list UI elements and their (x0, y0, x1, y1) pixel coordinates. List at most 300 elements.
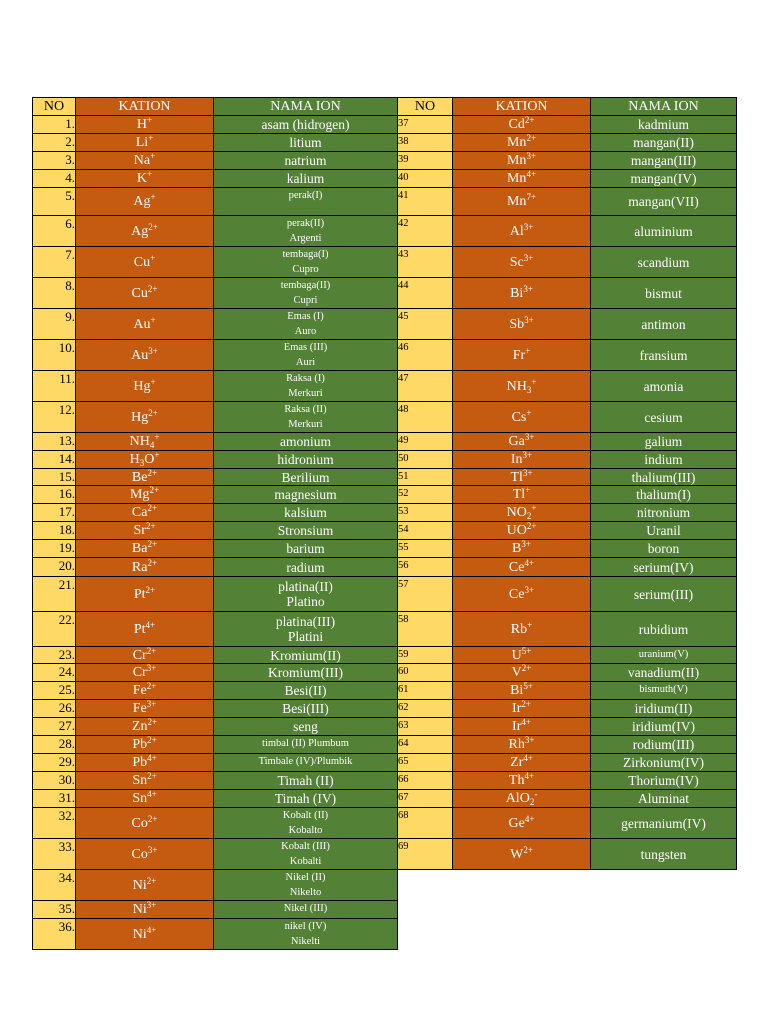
kation-symbol: U (511, 647, 522, 663)
header-kation: KATION (453, 98, 591, 116)
table-row (33, 839, 737, 870)
nama-ion-line: magnesium (274, 487, 337, 502)
nama-ion-line: Aluminat (638, 791, 689, 806)
row-number: 11. (33, 371, 76, 402)
nama-ion-cell (214, 504, 398, 522)
kation-symbol: In (510, 452, 523, 467)
kation-symbol: Pt (133, 586, 146, 602)
nama-ion-line: Timbale (IV)/Plumbik (258, 756, 353, 767)
kation-cell (76, 754, 214, 772)
kation-cell (76, 486, 214, 504)
row-number: 62 (398, 700, 453, 718)
kation-symbol: Sr (133, 523, 146, 538)
table-row (33, 682, 737, 700)
kation-charge: + (147, 115, 153, 125)
kation-symbol: H (136, 117, 148, 132)
nama-ion-line: fransium (639, 347, 688, 363)
nama-ion-cell (214, 754, 398, 772)
kation-charge: 5+ (521, 646, 532, 656)
nama-ion-line: Platini (287, 629, 324, 644)
kation-symbol: Ga (508, 434, 525, 449)
nama-ion-cell (591, 309, 737, 340)
nama-ion-cell (591, 682, 737, 700)
kation-symbol: Tl (510, 469, 523, 485)
kation-cell (76, 901, 214, 919)
kation-cell (76, 647, 214, 664)
nama-ion-cell (214, 700, 398, 718)
kation-charge: + (531, 376, 537, 387)
kation-cell (453, 718, 591, 736)
nama-ion-cell (591, 839, 737, 870)
row-number: 19. (33, 540, 76, 558)
nama-ion-line: Nikel (II) (285, 872, 326, 883)
nama-ion-line: Besi(III) (282, 701, 329, 716)
kation-charge: 2+ (147, 557, 158, 568)
row-number: 6. (33, 216, 76, 247)
kation-charge: 3+ (522, 468, 533, 478)
nama-ion-line: mangan(III) (630, 153, 697, 168)
table-row (33, 371, 737, 402)
kation-symbol: Rb (510, 621, 528, 637)
header-kation: KATION (76, 98, 214, 116)
row-number: 20. (33, 558, 76, 577)
nama-ion-cell (214, 216, 398, 247)
kation-symbol: Hg (133, 378, 151, 394)
nama-ion-line: Auri (295, 357, 316, 368)
header-no: NO (398, 98, 453, 116)
nama-ion-line: Argenti (289, 233, 322, 244)
table-row (33, 919, 737, 950)
kation-cell (453, 152, 591, 170)
kation-cell (453, 433, 591, 451)
nama-ion-line: Kromium(III) (268, 665, 343, 680)
table-row (33, 736, 737, 754)
nama-ion-line: nikel (IV) (284, 921, 327, 932)
nama-ion-line: Platino (286, 594, 325, 609)
kation-charge: 2+ (147, 717, 158, 727)
row-number: 45 (398, 309, 453, 340)
row-number: 3. (33, 152, 76, 170)
row-number: 63 (398, 718, 453, 736)
row-number: 49 (398, 433, 453, 451)
nama-ion-line: Cupri (293, 295, 318, 306)
table-row (33, 278, 737, 309)
row-number: 42 (398, 216, 453, 247)
nama-ion-cell (591, 718, 737, 736)
row-number: 41 (398, 188, 453, 216)
kation-cell (453, 558, 591, 577)
kation-charge: 2+ (145, 521, 156, 531)
kation-cell (76, 540, 214, 558)
table-row (33, 577, 737, 612)
nama-ion-line: barium (286, 541, 325, 556)
kation-symbol: Be (131, 469, 148, 485)
nama-ion-line: timbal (II) Plumbum (262, 738, 349, 749)
nama-ion-line: Cupro (292, 264, 319, 275)
kation-cell (453, 309, 591, 340)
kation-charge: + (150, 151, 156, 161)
nama-ion-line: Merkuri (288, 388, 323, 399)
kation-cell (76, 340, 214, 371)
kation-charge: 2+ (521, 699, 531, 709)
nama-ion-cell (214, 664, 398, 682)
kation-cell (453, 772, 591, 790)
nama-ion-line: kadmium (638, 117, 689, 132)
nama-ion-cell (214, 870, 398, 901)
table-row (33, 116, 737, 134)
nama-ion-line: mangan(VII) (628, 194, 699, 209)
table-row (33, 754, 737, 772)
kation-cell (76, 433, 214, 451)
nama-ion-cell (591, 340, 737, 371)
nama-ion-cell (214, 152, 398, 170)
nama-ion-cell (214, 188, 398, 216)
nama-ion-line: rodium(III) (632, 737, 695, 752)
row-number: 26. (33, 700, 76, 718)
nama-ion-cell (591, 134, 737, 152)
kation-charge: + (154, 450, 160, 460)
row-number: 9. (33, 309, 76, 340)
kation-charge: + (150, 252, 156, 263)
nama-ion-line: radium (286, 559, 325, 575)
row-number: 59 (398, 647, 453, 664)
row-number: 37 (398, 116, 453, 134)
table-row (33, 647, 737, 664)
nama-ion-cell (214, 736, 398, 754)
kation-symbol: NH (506, 378, 527, 394)
kation-subscript: 3 (526, 384, 532, 395)
header-nama-ion: NAMA ION (214, 98, 398, 116)
kation-symbol: Mn (506, 153, 527, 168)
nama-ion-cell (591, 772, 737, 790)
kation-cell (76, 309, 214, 340)
nama-ion-line: Kobalto (288, 825, 323, 836)
nama-ion-cell (214, 170, 398, 188)
kation-subscript: 4 (149, 440, 155, 450)
nama-ion-line: serium(IV) (633, 559, 694, 575)
row-number: 43 (398, 247, 453, 278)
kation-symbol: Pb (132, 737, 148, 752)
kation-symbol: Cu (131, 285, 148, 301)
kation-symbol: Ce (508, 586, 525, 602)
nama-ion-line: Raksa (II) (284, 404, 327, 415)
kation-symbol: Ni (132, 926, 147, 942)
nama-ion-line: tembaga(I) (282, 249, 329, 260)
kation-cell (76, 612, 214, 647)
kation-symbol: Li (135, 135, 149, 150)
row-number: 56 (398, 558, 453, 577)
nama-ion-line: kalium (286, 171, 325, 186)
kation-charge: + (527, 619, 533, 630)
table-row (33, 188, 737, 216)
nama-ion-line: Kobalti (289, 856, 322, 867)
kation-symbol: Bi (510, 683, 524, 698)
row-number: 39 (398, 152, 453, 170)
kation-charge: 2+ (147, 503, 158, 513)
kation-symbol: Ag (133, 194, 151, 209)
row-number: 36. (33, 919, 76, 950)
row-number: 46 (398, 340, 453, 371)
kation-charge: 5+ (523, 681, 533, 691)
nama-ion-cell (591, 664, 737, 682)
nama-ion-line: tungsten (640, 846, 687, 862)
kation-charge: 3+ (523, 283, 533, 294)
kation-charge: 4+ (521, 717, 531, 727)
table-row (33, 522, 737, 540)
kation-charge: 2+ (523, 844, 533, 855)
nama-ion-cell (591, 504, 737, 522)
nama-ion-line: Timah (IV) (274, 791, 337, 806)
nama-ion-cell (214, 718, 398, 736)
nama-ion-cell (214, 116, 398, 134)
kation-charge: + (154, 432, 160, 442)
table-row (33, 718, 737, 736)
kation-symbol: Co (131, 846, 148, 862)
kation-charge: 2+ (146, 646, 157, 656)
row-number: 58 (398, 612, 453, 647)
kation-charge: 4+ (145, 619, 156, 630)
table-row (33, 901, 737, 919)
row-number: 10. (33, 340, 76, 371)
nama-ion-line: mangan(IV) (630, 171, 697, 186)
kation-charge: 2+ (147, 468, 158, 478)
kation-symbol: AlO (505, 791, 530, 806)
kation-symbol: Zn (131, 719, 148, 734)
kation-cell (453, 682, 591, 700)
nama-ion-cell (591, 433, 737, 451)
row-number: 57 (398, 577, 453, 612)
table-row (33, 451, 737, 469)
kation-charge: 2+ (147, 539, 158, 549)
table-row (33, 504, 737, 522)
row-number: 13. (33, 433, 76, 451)
nama-ion-line: Besi(II) (284, 683, 327, 698)
nama-ion-cell (214, 540, 398, 558)
row-number: 55 (398, 540, 453, 558)
nama-ion-cell (591, 152, 737, 170)
empty-cell (398, 870, 737, 901)
kation-charge: 4+ (147, 753, 157, 763)
nama-ion-line: scandium (637, 254, 690, 270)
table-row (33, 170, 737, 188)
nama-ion-cell (214, 134, 398, 152)
nama-ion-cell (591, 216, 737, 247)
row-number: 30. (33, 772, 76, 790)
table-row (33, 134, 737, 152)
kation-charge: + (525, 345, 531, 356)
nama-ion-cell (591, 754, 737, 772)
nama-ion-line: Raksa (I) (286, 373, 325, 384)
nama-ion-cell (591, 736, 737, 754)
nama-ion-line: Kobalt (II) (282, 810, 329, 821)
nama-ion-cell (591, 790, 737, 808)
nama-ion-cell (591, 247, 737, 278)
kation-symbol: B (512, 541, 522, 556)
kation-charge: 3+ (147, 844, 158, 855)
nama-ion-line: indium (644, 452, 683, 467)
kation-cell (453, 170, 591, 188)
row-number: 38 (398, 134, 453, 152)
kation-symbol: Cr (132, 647, 147, 663)
nama-ion-cell (214, 790, 398, 808)
kation-cell (76, 188, 214, 216)
nama-ion-line: antimon (641, 316, 686, 332)
kation-cell (76, 839, 214, 870)
kation-symbol: Sb (509, 316, 525, 332)
table-row (33, 790, 737, 808)
kation-cell (76, 558, 214, 577)
nama-ion-line: Uranil (646, 523, 681, 538)
kation-symbol: V (511, 665, 522, 680)
kation-symbol: Fe (132, 683, 147, 698)
nama-ion-line: asam (hidrogen) (261, 117, 350, 132)
nama-ion-line: Timah (II) (277, 773, 334, 788)
nama-ion-cell (214, 839, 398, 870)
kation-charge: 2+ (521, 663, 532, 673)
kation-cell (453, 402, 591, 433)
nama-ion-cell (591, 451, 737, 469)
kation-charge: + (148, 133, 154, 143)
nama-ion-cell (214, 340, 398, 371)
kation-symbol: Na (133, 153, 151, 168)
kation-charge: 3+ (148, 345, 158, 356)
kation-cell (453, 700, 591, 718)
kation-cell (76, 152, 214, 170)
table-row (33, 486, 737, 504)
nama-ion-line: iridium(IV) (632, 719, 695, 734)
nama-ion-line: boron (647, 541, 680, 556)
kation-cell (76, 371, 214, 402)
kation-symbol: Hg (131, 409, 149, 425)
nama-ion-cell (591, 116, 737, 134)
nama-ion-line: thalium(I) (636, 487, 691, 502)
kation-cell (453, 839, 591, 870)
kation-charge: 3+ (526, 151, 537, 161)
kation-symbol: Ge (508, 815, 525, 831)
nama-ion-cell (214, 278, 398, 309)
row-number: 40 (398, 170, 453, 188)
row-number: 33. (33, 839, 76, 870)
kation-symbol: H (129, 452, 140, 467)
kation-cell (453, 216, 591, 247)
kation-cell (76, 718, 214, 736)
kation-symbol: K (136, 171, 148, 186)
row-number: 12. (33, 402, 76, 433)
kation-cell (453, 664, 591, 682)
nama-ion-line: seng (293, 719, 318, 734)
nama-ion-cell (214, 682, 398, 700)
kation-charge: 3+ (524, 314, 534, 325)
nama-ion-cell (214, 402, 398, 433)
kation-symbol: Cr (132, 665, 147, 680)
kation-cell (76, 772, 214, 790)
kation-cell (76, 682, 214, 700)
nama-ion-line: vanadium(II) (627, 665, 700, 680)
table-row (33, 540, 737, 558)
nama-ion-line: Merkuri (288, 419, 323, 430)
kation-charge: 3+ (524, 735, 535, 745)
kation-cell (76, 664, 214, 682)
kation-charge: 2+ (147, 771, 157, 781)
kation-subscript: 2 (526, 511, 532, 521)
row-number: 68 (398, 808, 453, 839)
kation-cell (453, 504, 591, 522)
kation-charge: - (534, 789, 538, 799)
kation-cell (76, 247, 214, 278)
kation-charge: 2+ (147, 813, 158, 824)
row-number: 32. (33, 808, 76, 839)
kation-charge: 4+ (524, 813, 535, 824)
kation-cell (453, 790, 591, 808)
kation-cell (453, 486, 591, 504)
nama-ion-cell (214, 522, 398, 540)
kation-symbol: Al (509, 223, 524, 239)
nama-ion-cell (214, 486, 398, 504)
row-number: 61 (398, 682, 453, 700)
kation-cell (453, 371, 591, 402)
row-number: 1. (33, 116, 76, 134)
kation-cell (76, 736, 214, 754)
row-number: 7. (33, 247, 76, 278)
nama-ion-cell (214, 371, 398, 402)
row-number: 4. (33, 170, 76, 188)
nama-ion-line: bismut (645, 285, 682, 301)
nama-ion-cell (591, 469, 737, 486)
kation-charge: 2+ (145, 584, 156, 595)
nama-ion-line: Thorium(IV) (628, 773, 699, 788)
kation-charge: 2+ (146, 681, 157, 691)
kation-cell (453, 340, 591, 371)
row-number: 54 (398, 522, 453, 540)
kation-symbol: Ca (131, 505, 148, 520)
kation-cell (453, 278, 591, 309)
kation-charge: + (531, 503, 537, 513)
kation-charge: 2+ (147, 283, 158, 294)
kation-cell (76, 919, 214, 950)
kation-charge: 2+ (526, 133, 537, 143)
nama-ion-cell (214, 919, 398, 950)
kation-cell (453, 754, 591, 772)
table-row (33, 870, 737, 901)
kation-charge: 3+ (523, 221, 534, 232)
kation-charge: 4+ (523, 753, 533, 763)
nama-ion-cell (591, 647, 737, 664)
nama-ion-line: tembaga(II) (280, 280, 331, 291)
kation-cell (76, 451, 214, 469)
kation-symbol: Zr (510, 755, 524, 770)
nama-ion-line: perak(II) (286, 218, 325, 229)
nama-ion-line: kalsium (284, 505, 327, 520)
kation-symbol: Tl (512, 487, 526, 502)
row-number: 16. (33, 486, 76, 504)
nama-ion-cell (591, 170, 737, 188)
nama-ion-cell (214, 808, 398, 839)
kation-symbol: W (510, 846, 524, 862)
table-row (33, 700, 737, 718)
nama-ion-cell (591, 402, 737, 433)
kation-charge: 2+ (148, 407, 158, 418)
row-number: 60 (398, 664, 453, 682)
nama-ion-line: Nikelto (289, 887, 322, 898)
nama-ion-line: platina(III) (275, 614, 336, 629)
nama-ion-line: rubidium (638, 621, 689, 637)
kation-symbol: Sn (132, 791, 148, 806)
kation-cell (76, 790, 214, 808)
nama-ion-line: platina(II) (278, 579, 333, 594)
kation-cell (453, 134, 591, 152)
kation-symbol: Ra (131, 559, 148, 575)
row-number: 35. (33, 901, 76, 919)
